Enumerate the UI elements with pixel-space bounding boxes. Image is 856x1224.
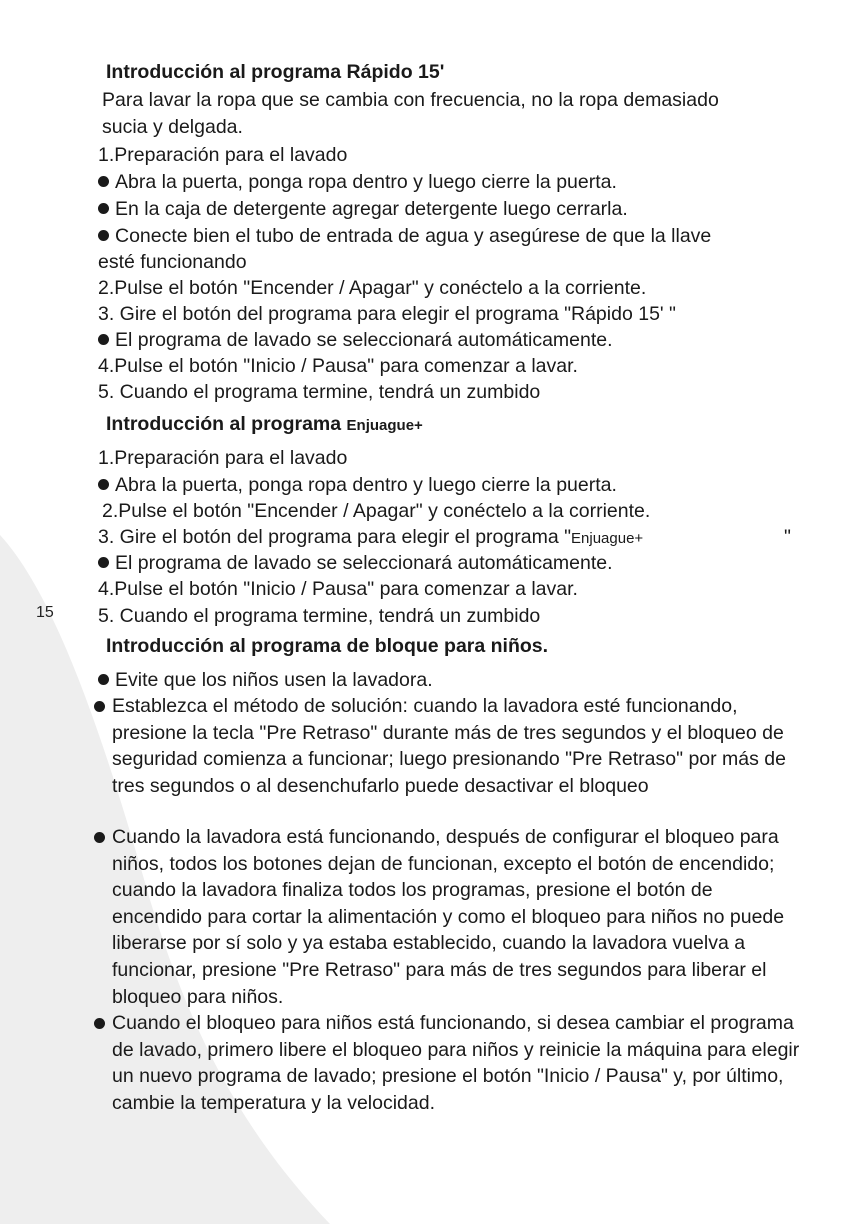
rapido-step3: 3. Gire el botón del programa para elegir el programa "Rápido 15' ": [98, 303, 676, 325]
bullet-icon: [98, 557, 109, 568]
bullet-icon: [94, 1018, 105, 1029]
rapido-bullet1: Abra la puerta, ponga ropa dentro y luego cierre la puerta.: [98, 170, 617, 194]
enjuague-bullet2: El programa de lavado se seleccionará automáticamente.: [98, 551, 613, 575]
bullet-icon: [94, 701, 105, 712]
rapido-bullet3: Conecte bien el tubo de entrada de agua y asegúrese de que la llave: [98, 224, 711, 248]
bloqueo-heading: Introducción al programa de bloque para niños.: [106, 635, 549, 657]
bloqueo-bullet2: Establezca el método de solución: cuando la lavadora esté funcionando, presione la tecla "Pre Retraso" durante más de tres segundos y el bloqueo de seguridad comienza a funcionar; luego presionando "Pre Retraso" por más de tres segundos o al desenchufarlo puede desactivar el bloqueo: [112, 693, 802, 799]
rapido-step5: 5. Cuando el programa termine, tendrá un zumbido: [98, 381, 541, 403]
enjuague-step3-quote-close: ": [784, 526, 791, 548]
bullet-icon: [98, 203, 109, 214]
bloqueo-bullet1: Evite que los niños usen la lavadora.: [98, 668, 433, 692]
enjuague-step1: 1.Preparación para el lavado: [98, 447, 348, 469]
rapido-step4: 4.Pulse el botón "Inicio / Pausa" para comenzar a lavar.: [98, 355, 578, 377]
rapido-intro-line2: sucia y delgada.: [102, 116, 243, 138]
rapido-bullet3-cont: esté funcionando: [98, 251, 247, 273]
enjuague-bullet1: Abra la puerta, ponga ropa dentro y luego cierre la puerta.: [98, 473, 617, 497]
bloqueo-bullet3: Cuando la lavadora está funcionando, después de configurar el bloqueo para niños, todos los botones dejan de funcionan, excepto el botón de encendido; cuando la lavadora finaliza todos los programas, presione el botón de encendido para cortar la alimentación y como el bloqueo para niños no puede liberarse por sí solo y ya estaba establecido, cuando la lavadora vuelva a funcionar, presione "Pre Retraso" para más de tres segundos para liberar el bloqueo para niños.: [112, 824, 802, 1010]
bullet-icon: [98, 230, 109, 241]
bloqueo-bullet4: Cuando el bloqueo para niños está funcionando, si desea cambiar el programa de lavado, primero libere el bloqueo para niños y reinicie la máquina para elegir un nuevo programa de lavado; presione el botón "Inicio / Pausa" y, por último, cambie la temperatura y la velocidad.: [112, 1010, 802, 1116]
bullet-icon: [98, 674, 109, 685]
rapido-intro-line1: Para lavar la ropa que se cambia con frecuencia, no la ropa demasiado: [102, 89, 719, 111]
enjuague-heading: Introducción al programa Enjuague+: [106, 413, 423, 435]
bullet-icon: [98, 479, 109, 490]
rapido-bullet2: En la caja de detergente agregar detergente luego cerrarla.: [98, 197, 628, 221]
rapido-heading: Introducción al programa Rápido 15': [106, 61, 445, 83]
bullet-icon: [98, 176, 109, 187]
enjuague-step5: 5. Cuando el programa termine, tendrá un zumbido: [98, 605, 541, 627]
enjuague-step2: 2.Pulse el botón "Encender / Apagar" y conéctelo a la corriente.: [102, 500, 651, 522]
rapido-bullet4: El programa de lavado se seleccionará automáticamente.: [98, 328, 613, 352]
rapido-step1: 1.Preparación para el lavado: [98, 144, 348, 166]
bullet-icon: [98, 334, 109, 345]
enjuague-step3: 3. Gire el botón del programa para elegir el programa "Enjuague+: [98, 526, 644, 548]
page-number: 15: [36, 604, 54, 621]
bullet-icon: [94, 832, 105, 843]
enjuague-step4: 4.Pulse el botón "Inicio / Pausa" para comenzar a lavar.: [98, 578, 578, 600]
rapido-step2: 2.Pulse el botón "Encender / Apagar" y conéctelo a la corriente.: [98, 277, 647, 299]
